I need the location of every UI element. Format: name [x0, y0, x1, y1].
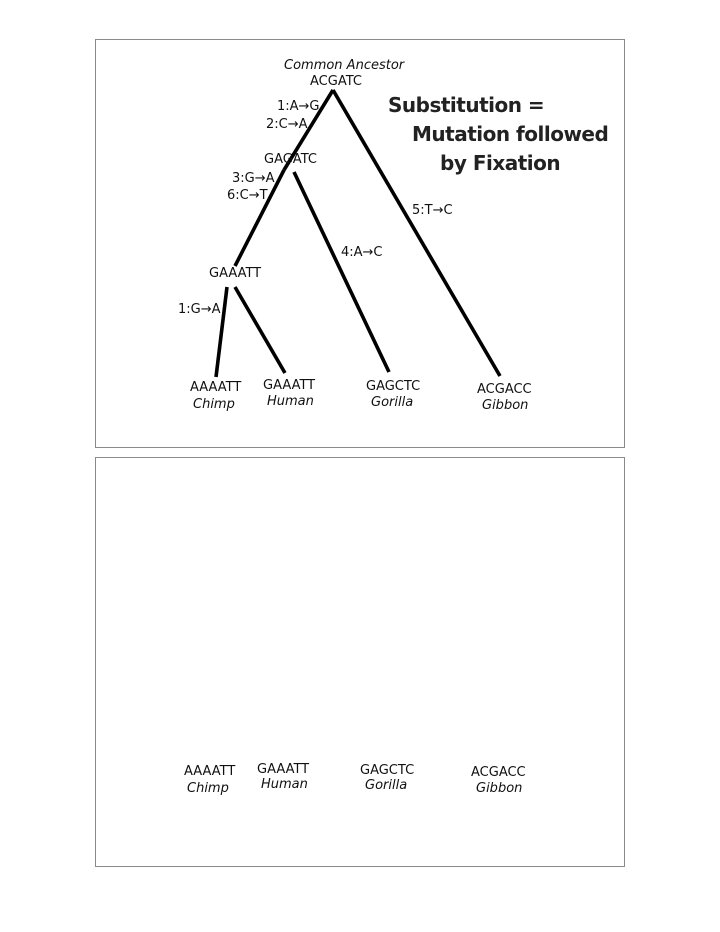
title-line-3: by Fixation — [440, 151, 561, 175]
leaf-species-human: Human — [261, 777, 308, 792]
leaf-sequence-chimp: AAAATT — [190, 380, 242, 395]
mutation-label: 3:G→A — [232, 171, 275, 186]
mutation-label: 5:T→C — [412, 203, 453, 218]
leaf-sequence-gorilla: GAGCTC — [366, 379, 421, 394]
mutation-label: 2:C→A — [266, 117, 308, 132]
branch-gaaatt-to-chimp — [216, 287, 227, 377]
leaf-species-gorilla: Gorilla — [371, 395, 414, 410]
leaf-sequence-chimp: AAAATT — [184, 764, 236, 779]
leaf-sequence-gorilla: GAGCTC — [360, 763, 415, 778]
ancestor-label: Common Ancestor — [284, 58, 405, 73]
leaf-sequence-gibbon: ACGACC — [477, 382, 532, 397]
node-gagatc: GAGATC — [264, 152, 317, 167]
leaf-species-gibbon: Gibbon — [482, 398, 529, 413]
leaf-sequence-gibbon: ACGACC — [471, 765, 526, 780]
leaf-species-chimp: Chimp — [193, 397, 235, 412]
leaf-species-human: Human — [267, 394, 314, 409]
title-line-1: Substitution = — [388, 93, 545, 117]
mutation-label: 4:A→C — [341, 245, 383, 260]
ancestor-sequence: ACGATC — [310, 74, 362, 89]
leaf-species-gibbon: Gibbon — [476, 781, 523, 796]
mutation-label: 1:G→A — [178, 302, 221, 317]
branch-gaaatt-to-human — [235, 287, 285, 373]
leaf-species-gorilla: Gorilla — [365, 778, 408, 793]
title-line-2: Mutation followed — [412, 122, 609, 146]
branch-gagatc-to-gorilla — [294, 172, 389, 372]
leaf-sequence-human: GAAATT — [257, 762, 310, 777]
mutation-label: 1:A→G — [277, 99, 320, 114]
mutation-label: 6:C→T — [227, 188, 268, 203]
node-gaaatt: GAAATT — [209, 266, 262, 281]
leaf-species-chimp: Chimp — [187, 781, 229, 796]
leaf-sequence-human: GAAATT — [263, 378, 316, 393]
